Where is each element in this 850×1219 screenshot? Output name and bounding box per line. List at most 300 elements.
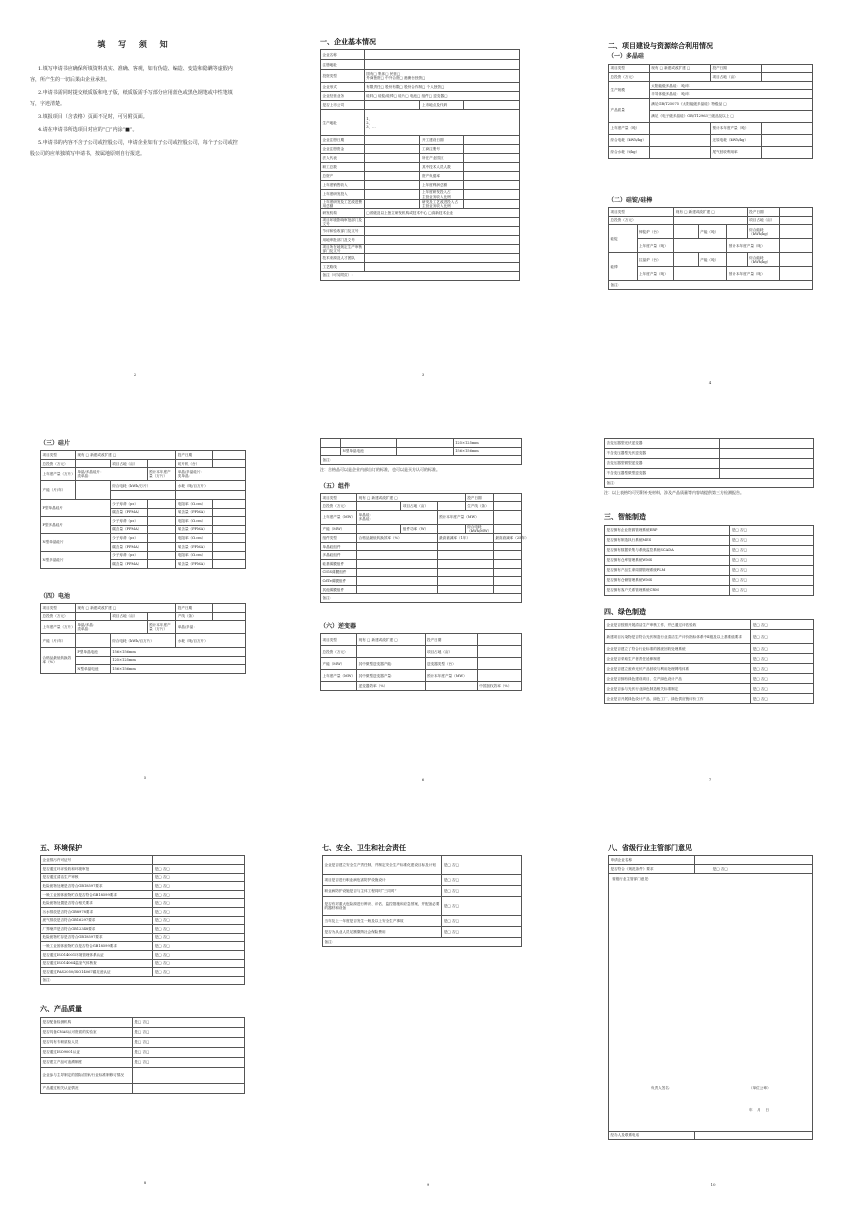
- yes-no-checkbox[interactable]: 是□ 否□: [153, 916, 245, 925]
- table-row: [605, 694, 814, 704]
- label-cell: 其中微型逆变器产能：: [357, 658, 425, 670]
- yes-no-checkbox[interactable]: 是□ 否□: [132, 1037, 244, 1047]
- label-cell: 废气排放是否符合GB16297要求: [41, 916, 153, 925]
- value-cell[interactable]: [213, 459, 246, 468]
- table-row: [321, 524, 522, 533]
- value-cell[interactable]: [649, 134, 710, 146]
- value-cell[interactable]: [147, 612, 176, 621]
- contact-value[interactable]: [694, 1131, 812, 1140]
- table-row: [41, 499, 246, 508]
- subsection-heading: （五）组件: [320, 482, 351, 490]
- table-row: [41, 451, 246, 460]
- value-cell[interactable]: [437, 502, 465, 511]
- value-cell[interactable]: [493, 585, 521, 594]
- yes-no-checkbox[interactable]: 是□ 否□: [153, 873, 245, 882]
- label-cell: 企业是否建立废弃光伏产品回收与利用处理网络体系: [605, 664, 751, 674]
- value-cell[interactable]: [110, 491, 176, 500]
- value-cell[interactable]: [437, 585, 493, 594]
- table-row: [321, 208, 520, 217]
- label-cell: 法人代表: [321, 154, 365, 163]
- label-cell: 综合水耗（t/kg）: [609, 146, 650, 158]
- table-row: [321, 447, 522, 456]
- table-row: [605, 674, 814, 684]
- table-row: [321, 559, 522, 568]
- polysilicon-table: [608, 64, 813, 159]
- value-cell[interactable]: [674, 239, 727, 253]
- value-cell[interactable]: [674, 216, 747, 225]
- label-cell: 投产日期: [425, 634, 477, 646]
- value-cell[interactable]: [761, 122, 812, 134]
- value-cell[interactable]: [364, 136, 420, 145]
- label-cell: 项目占地（亩）: [710, 73, 761, 82]
- yes-no-checkbox[interactable]: 是□ 否□: [730, 535, 814, 545]
- label-cell: 是否通过ISO14064温室气体核查: [41, 959, 153, 968]
- value-cell[interactable]: [364, 181, 420, 190]
- yes-no-checkbox[interactable]: 是□ 否□: [442, 875, 522, 886]
- value-cell[interactable]: [357, 524, 401, 533]
- yes-no-checkbox[interactable]: 是□ 否□: [442, 856, 522, 875]
- page-1: [30, 40, 240, 162]
- label-cell: 项目类型: [321, 493, 357, 502]
- table-row: [41, 603, 246, 612]
- table-row: [605, 439, 814, 449]
- value-cell[interactable]: [727, 225, 747, 239]
- value-cell[interactable]: [364, 101, 420, 110]
- value-cell[interactable]: [176, 491, 246, 500]
- label-cell: N型多晶硅片: [41, 551, 111, 568]
- value-cell[interactable]: [780, 208, 813, 217]
- label-cell: 总投资（万元）: [609, 73, 650, 82]
- yes-no-checkbox[interactable]: 是□ 否□: [132, 1027, 244, 1037]
- table-row: [605, 644, 814, 654]
- table-row: [41, 976, 245, 985]
- yes-no-checkbox[interactable]: 是□ 否□: [751, 694, 814, 704]
- yes-no-checkbox[interactable]: 是□ 否□: [751, 674, 814, 684]
- value-cell[interactable]: [674, 267, 727, 281]
- label-cell: 有限责任□ 股份有限□ 股份合作制□ 个人独资□: [364, 83, 519, 92]
- value-cell[interactable]: [477, 646, 521, 658]
- value-cell[interactable]: [153, 856, 245, 865]
- label-cell: 项目类型: [609, 208, 674, 217]
- yes-no-checkbox[interactable]: 是□ 否□: [751, 630, 814, 644]
- table-row: [321, 646, 522, 658]
- value-cell[interactable]: [425, 682, 477, 691]
- value-cell[interactable]: [464, 199, 520, 208]
- label-cell: 项目类型: [609, 64, 650, 73]
- value-cell[interactable]: [364, 245, 519, 254]
- value-cell[interactable]: [464, 145, 520, 154]
- wafer-table: [40, 450, 246, 569]
- value-cell[interactable]: [147, 542, 176, 551]
- value-cell[interactable]: [364, 154, 420, 163]
- instruction-2: 2.申请书需同时提交纸质版和电子版，纸质版需手写部分应用蓝色或黑色钢笔或中性笔填写，字迹清楚。: [30, 89, 233, 107]
- value-cell[interactable]: [357, 551, 437, 560]
- label-cell: 硅基薄膜组件: [321, 559, 357, 568]
- label-cell: 现有 □ 新建或改扩建 □: [649, 64, 710, 73]
- subsection-heading: （二）硅锭/硅棒: [608, 196, 653, 204]
- label-cell: 满足GB/T25075《太阳能级多晶硅》特级品 □: [649, 98, 812, 110]
- label-cell: 企业是否参与光伏行业绿色制造相关标准制定: [605, 684, 751, 694]
- table-row: [321, 254, 520, 263]
- value-cell[interactable]: [780, 253, 813, 267]
- label-cell: 预计本年度产量（万片）: [147, 468, 176, 481]
- value-cell[interactable]: [321, 447, 341, 456]
- subsection-heading: （一）多晶硅: [608, 53, 645, 61]
- label-cell: 现有 □ 新建或改扩建 □: [357, 493, 466, 502]
- yes-no-checkbox[interactable]: 是□ 否□: [153, 933, 245, 942]
- value-cell[interactable]: [213, 560, 246, 569]
- value-cell[interactable]: [364, 60, 519, 70]
- value-cell[interactable]: [761, 134, 812, 146]
- value-cell[interactable]: [364, 227, 519, 236]
- yes-no-checkbox[interactable]: 是□ 否□: [132, 1057, 244, 1067]
- label-cell: 综合电耗（kWh/百万片）: [110, 634, 176, 648]
- value-cell[interactable]: [213, 517, 246, 526]
- value-cell[interactable]: [364, 254, 519, 263]
- label-cell: 项目占地（亩）: [110, 459, 147, 468]
- label-cell: 企业是否拥有绿色建设项目，生产绿色设计产品: [605, 674, 751, 684]
- table-row: [41, 634, 246, 648]
- date-label: 年 月 日: [749, 1108, 769, 1113]
- value-cell[interactable]: [493, 559, 521, 568]
- table-row: [41, 925, 245, 934]
- value-cell[interactable]: [213, 603, 246, 612]
- label-cell: 生产线（条）: [465, 502, 493, 511]
- value-cell[interactable]: [147, 534, 176, 543]
- value-cell[interactable]: [437, 542, 493, 551]
- label-cell: 企业注册资金: [321, 145, 365, 154]
- yes-no-checkbox[interactable]: 是□ 否□: [442, 886, 522, 897]
- value-cell[interactable]: [213, 451, 246, 460]
- value-cell[interactable]: [147, 499, 176, 508]
- table-row: [41, 517, 246, 526]
- yes-no-checkbox[interactable]: 是□ 否□: [132, 1047, 244, 1057]
- table-row: [321, 50, 520, 60]
- table-row: [321, 534, 522, 543]
- value-cell[interactable]: [477, 670, 521, 682]
- value-cell[interactable]: [437, 568, 493, 577]
- value-cell[interactable]: [364, 199, 420, 208]
- table-row: [605, 620, 814, 630]
- value-cell[interactable]: [357, 577, 437, 586]
- label-cell: 156×156mm: [453, 447, 521, 456]
- page-number: 8: [143, 1180, 147, 1185]
- table-row: [323, 927, 522, 938]
- yes-no-checkbox[interactable]: 是□ 否□: [442, 927, 522, 938]
- label-cell: 逆变器类型（台）: [425, 658, 477, 670]
- cell-table: [40, 603, 246, 674]
- yes-no-checkbox[interactable]: 是□ 否□: [442, 916, 522, 927]
- value-cell[interactable]: [213, 542, 246, 551]
- section-heading: 八、省级行业主管部门意见: [608, 844, 692, 852]
- value-cell[interactable]: [147, 517, 176, 526]
- company-name-value[interactable]: [694, 856, 812, 865]
- yes-no-checkbox[interactable]: 是□ 否□: [153, 968, 245, 977]
- value-cell[interactable]: [397, 439, 453, 448]
- value-cell[interactable]: [649, 146, 710, 158]
- value-cell[interactable]: [357, 559, 437, 568]
- label-cell: 现有 □ 新建或改扩建 □: [357, 634, 425, 646]
- table-row: [41, 916, 245, 925]
- section-heading: 六、产品质量: [40, 1005, 82, 1014]
- opinion-box[interactable]: [609, 873, 813, 1131]
- yes-no-checkbox[interactable]: 是□ 否□: [730, 585, 814, 595]
- label-cell: 上年度产量（MW）: [321, 670, 357, 682]
- label-cell: 1、 2、 3、…: [364, 110, 519, 136]
- value-cell[interactable]: [674, 225, 698, 239]
- value-cell[interactable]: [213, 551, 246, 560]
- table-row: [41, 950, 245, 959]
- table-row: [321, 456, 522, 465]
- label-cell: P型单晶硅片: [41, 499, 111, 516]
- label-cell: 其中技术人员人数: [420, 163, 464, 172]
- label-cell: 满足《电子级多晶硅》GB/T12963三级品及以上 □: [649, 110, 812, 122]
- label-cell: 上年度研发及工艺改进费用总额: [321, 199, 365, 208]
- value-cell[interactable]: [321, 439, 341, 448]
- table-row: [41, 1047, 245, 1057]
- safety-table: [322, 855, 522, 947]
- value-cell[interactable]: [719, 449, 813, 459]
- value-cell[interactable]: [464, 172, 520, 181]
- page-6: [604, 438, 814, 704]
- table-row: [605, 565, 814, 575]
- value-cell[interactable]: [357, 502, 401, 511]
- value-cell[interactable]: [464, 154, 520, 163]
- value-cell[interactable]: [147, 551, 176, 560]
- table-row: [323, 916, 522, 927]
- value-cell[interactable]: [464, 136, 520, 145]
- value-cell[interactable]: [357, 585, 437, 594]
- value-cell[interactable]: [364, 217, 519, 226]
- yes-no-checkbox[interactable]: 是□ 否□: [751, 654, 814, 664]
- yes-no-checkbox[interactable]: 是□ 否□: [751, 644, 814, 654]
- label-cell: 项目占地（亩）: [401, 502, 437, 511]
- value-cell[interactable]: [493, 493, 521, 502]
- compliance-value[interactable]: 是□ 否□: [694, 864, 812, 873]
- table-row: [609, 267, 813, 281]
- table-row: [41, 468, 246, 481]
- value-cell[interactable]: [364, 172, 420, 181]
- table-row: [41, 899, 245, 908]
- value-cell[interactable]: [364, 263, 519, 272]
- table-row: [605, 535, 814, 545]
- product-quality-table: [40, 1017, 245, 1094]
- yes-no-checkbox[interactable]: 是□ 否□: [153, 907, 245, 916]
- value-cell[interactable]: [147, 459, 176, 468]
- value-cell[interactable]: [477, 658, 521, 670]
- value-cell[interactable]: [132, 1083, 244, 1093]
- value-cell[interactable]: [464, 163, 520, 172]
- value-cell[interactable]: [780, 239, 813, 253]
- value-cell[interactable]: [364, 236, 519, 245]
- seal-label: （单位公章）: [749, 1086, 771, 1091]
- value-cell[interactable]: [649, 122, 710, 134]
- yes-no-checkbox[interactable]: 是□ 否□: [751, 664, 814, 674]
- yes-no-checkbox[interactable]: 是□ 否□: [153, 942, 245, 951]
- yes-no-checkbox[interactable]: 是□ 否□: [153, 959, 245, 968]
- value-cell[interactable]: [493, 568, 521, 577]
- value-cell[interactable]: [357, 542, 437, 551]
- value-cell[interactable]: [364, 190, 420, 199]
- value-cell[interactable]: [213, 525, 246, 534]
- yes-no-checkbox[interactable]: 是□ 否□: [132, 1017, 244, 1027]
- table-row: [41, 890, 245, 899]
- value-cell[interactable]: [674, 253, 698, 267]
- yes-no-checkbox[interactable]: 是□ 否□: [442, 897, 522, 916]
- label-cell: 综合电耗（kWh/万片）: [110, 481, 176, 491]
- value-cell[interactable]: [719, 459, 813, 469]
- company-name-label: 申请企业名称: [609, 856, 695, 865]
- value-cell[interactable]: [437, 577, 493, 586]
- value-cell[interactable]: [493, 510, 521, 524]
- value-cell[interactable]: [75, 481, 110, 500]
- value-cell[interactable]: [493, 551, 521, 560]
- value-cell[interactable]: [75, 634, 110, 648]
- value-cell[interactable]: [477, 634, 521, 646]
- yes-no-checkbox[interactable]: 是□ 否□: [153, 890, 245, 899]
- value-cell[interactable]: [761, 146, 812, 158]
- value-cell[interactable]: [364, 50, 519, 60]
- table-row: [41, 873, 245, 882]
- value-cell[interactable]: [464, 181, 520, 190]
- value-cell[interactable]: [213, 534, 246, 543]
- label-cell: 投产日期: [176, 603, 213, 612]
- value-cell[interactable]: [357, 568, 437, 577]
- label-cell: 工艺路线: [321, 263, 365, 272]
- yes-no-checkbox[interactable]: 是□ 否□: [730, 575, 814, 585]
- value-cell[interactable]: [493, 542, 521, 551]
- value-cell[interactable]: [437, 551, 493, 560]
- value-cell[interactable]: [780, 225, 813, 239]
- value-cell[interactable]: [761, 73, 812, 82]
- label-cell: 投产日期: [710, 64, 761, 73]
- contact-label: 经办人及联系电话: [609, 1131, 695, 1140]
- value-cell[interactable]: [75, 459, 110, 468]
- label-cell: 预计本年度产量（万片）: [147, 621, 176, 634]
- label-cell: 是否拥有仓储管理系统WMS: [605, 575, 730, 585]
- label-cell: 一般工业固体废物贮存是否符合GB18599要求: [41, 942, 153, 951]
- value-cell[interactable]: [437, 524, 465, 533]
- label-cell: P型单晶电池: [75, 648, 110, 657]
- value-cell[interactable]: [75, 612, 110, 621]
- yes-no-checkbox[interactable]: 是□ 否□: [153, 899, 245, 908]
- label-cell: 预计本年度产量（MW）: [425, 670, 477, 682]
- value-cell[interactable]: [780, 267, 813, 281]
- label-cell: 水耗（吨/百万片）: [176, 634, 246, 648]
- value-cell[interactable]: [761, 64, 812, 73]
- value-cell[interactable]: [464, 190, 520, 199]
- label-cell: CIGS薄膜组件: [321, 568, 357, 577]
- table-row: [321, 439, 522, 448]
- instructions: [30, 64, 240, 160]
- yes-no-checkbox[interactable]: 是□ 否□: [153, 882, 245, 891]
- value-cell[interactable]: [649, 73, 710, 82]
- value-cell[interactable]: [132, 1067, 244, 1083]
- value-cell[interactable]: [147, 525, 176, 534]
- value-cell[interactable]: [493, 524, 521, 533]
- label-cell: 不含变压器型微型逆变器: [605, 469, 720, 479]
- label-cell: 上市地点及代码: [420, 101, 464, 110]
- yes-no-checkbox[interactable]: 是□ 否□: [153, 864, 245, 873]
- label-cell: 是否上市公司: [321, 101, 365, 110]
- table-row: [321, 658, 522, 670]
- value-cell[interactable]: [321, 682, 357, 691]
- value-cell[interactable]: [727, 253, 747, 267]
- value-cell[interactable]: [341, 439, 397, 448]
- value-cell[interactable]: [147, 508, 176, 517]
- yes-no-checkbox[interactable]: 是□ 否□: [730, 545, 814, 555]
- value-cell[interactable]: [364, 145, 420, 154]
- yes-no-checkbox[interactable]: 是□ 否□: [751, 620, 814, 630]
- table-row: [41, 534, 246, 543]
- note-2: 注：合格品可以是企业内部自订的标准，也可以是买方认可的标准。: [320, 466, 440, 472]
- table-row: [321, 70, 520, 83]
- label-cell: 项目环境影响审批部门及文号: [321, 217, 365, 226]
- instruction-5: 5.申请书的内容不含子公司或控股公司，申请企业如有子公司或控股公司，每个子公司或控股公司的应单独填写申请书，按属地原则自行报送。: [30, 139, 238, 157]
- label-cell: 125×125mm: [110, 656, 245, 665]
- label-cell: 污水排放是否符合GB8978要求: [41, 907, 153, 916]
- label-cell: N型单晶电池: [341, 447, 397, 456]
- value-cell[interactable]: [213, 508, 246, 517]
- label-cell: 氧含量（PPMA）: [176, 542, 213, 551]
- value-cell[interactable]: [437, 559, 493, 568]
- value-cell[interactable]: [364, 163, 420, 172]
- label-cell: 产能（MW）: [321, 524, 357, 533]
- value-cell[interactable]: [719, 469, 813, 479]
- value-cell[interactable]: [213, 499, 246, 508]
- label-cell: 产能（片/年）: [41, 481, 76, 500]
- compliance-label: 是否符合《规范条件》要求: [609, 864, 695, 873]
- label-cell: 多晶硅组件: [321, 551, 357, 560]
- instruction-4: 4.请在申请书所选项目对应的“□”内涂“■”。: [38, 126, 138, 133]
- label-cell: 硅料□ 硅锭/硅棒□ 硅片□ 电池□ 组件□ 逆变器□: [364, 92, 519, 101]
- label-cell: □省级及以上独立研发机构或技术中心 □高新技术企业: [364, 208, 519, 217]
- yes-no-checkbox[interactable]: 是□ 否□: [730, 525, 814, 535]
- value-cell[interactable]: [397, 447, 453, 456]
- label-cell: 是否为从业人员足额缴纳社会保险费用: [323, 927, 442, 938]
- value-cell[interactable]: [357, 646, 425, 658]
- table-row: [323, 886, 522, 897]
- label-cell: 逆变器效率（%）: [357, 682, 425, 691]
- yes-no-checkbox[interactable]: 是□ 否□: [153, 950, 245, 959]
- label-cell: 尾气回收利用率: [710, 146, 761, 158]
- section-heading: 一、企业基本情况: [320, 38, 376, 46]
- table-row: [321, 551, 522, 560]
- value-cell[interactable]: [75, 656, 110, 665]
- value-cell[interactable]: [464, 101, 520, 110]
- label-cell: 单晶/多晶： 类单晶：: [75, 621, 147, 634]
- yes-no-checkbox[interactable]: 是□ 否□: [751, 684, 814, 694]
- yes-no-checkbox[interactable]: 是□ 否□: [153, 925, 245, 934]
- label-cell: 最高衰减率（1年）: [437, 534, 493, 543]
- label-cell: 危险废物处理是否符合GB18597要求: [41, 882, 153, 891]
- table-row: [321, 92, 520, 101]
- value-cell[interactable]: [780, 216, 813, 225]
- section-heading: 三、智能制造: [604, 513, 646, 522]
- value-cell[interactable]: [147, 560, 176, 569]
- value-cell[interactable]: [719, 439, 813, 449]
- label-cell: 预计本年度产量（吨）: [727, 267, 780, 281]
- table-row: [321, 542, 522, 551]
- table-row: [41, 1027, 245, 1037]
- table-row: [321, 568, 522, 577]
- value-cell[interactable]: [493, 502, 521, 511]
- yes-no-checkbox[interactable]: 是□ 否□: [730, 555, 814, 565]
- value-cell[interactable]: [213, 612, 246, 621]
- table-row: [609, 98, 813, 110]
- value-cell[interactable]: [493, 577, 521, 586]
- yes-no-checkbox[interactable]: 是□ 否□: [730, 565, 814, 575]
